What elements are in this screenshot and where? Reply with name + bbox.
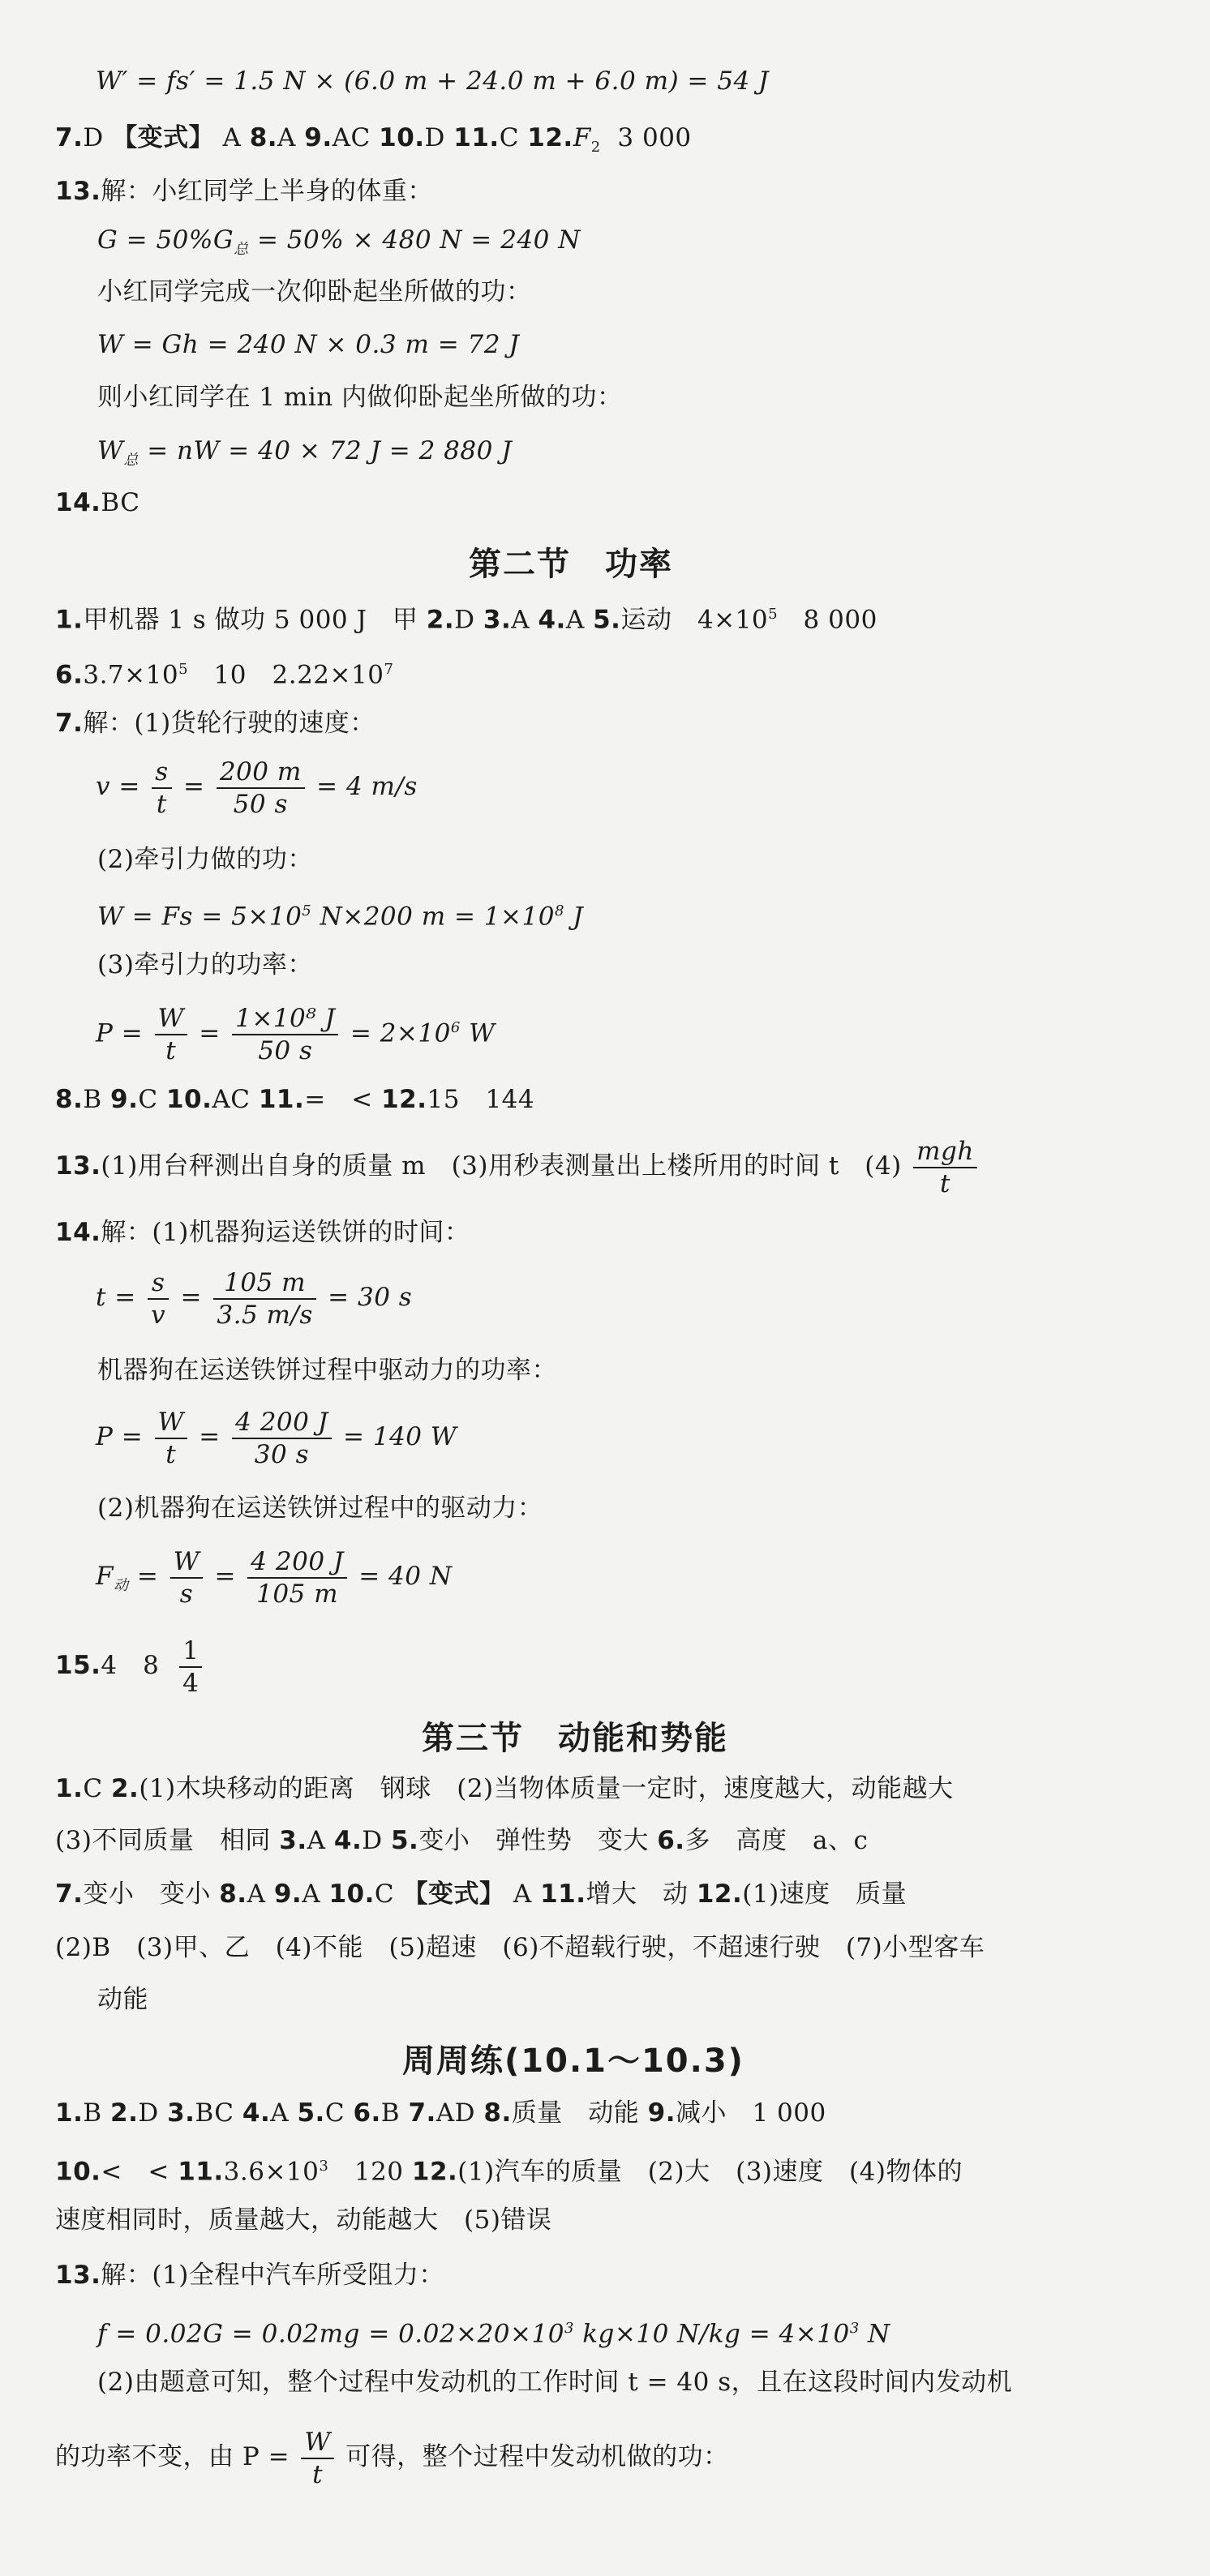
q-number: 8. (483, 2098, 512, 2128)
answer: B (380, 2098, 401, 2128)
fraction (152, 757, 171, 820)
numerator: 4 200 J (232, 1407, 332, 1439)
q-number: 13. (55, 177, 101, 206)
q-number: 9. (110, 1085, 139, 1114)
answer-text: 可得，整个过程中发动机做的功： (345, 2442, 729, 2471)
q-number: 11. (258, 1085, 305, 1114)
answer-line-s3-5: 动能 (97, 1985, 148, 2014)
fraction (247, 1546, 347, 1609)
answer-line-formula: W = Gh = 240 N × 0.3 m = 72 J (97, 330, 520, 359)
answer-text: 解：小红同学上半身的体重： (101, 177, 433, 206)
superscript: 3 (564, 2320, 574, 2337)
denominator: 3.5 m/s (217, 1300, 313, 1330)
denominator: t (939, 1168, 950, 1198)
answer: AC (332, 123, 371, 152)
variant-tag: 【变式】 (112, 123, 215, 152)
superscript: 7 (384, 661, 394, 678)
answer-line-s3-1 (55, 1772, 954, 1805)
answer: AC (212, 1085, 251, 1114)
answer-text: 解：(1)机器狗运送铁饼的时间： (101, 1218, 470, 1247)
answer: B (83, 2098, 102, 2128)
numerator: W (301, 2427, 333, 2459)
q-number: 10. (379, 123, 425, 152)
answer: (1)木块移动的距离 钢球 (2)当物体质量一定时，速度越大，动能越大 (139, 1774, 954, 1803)
answer-line-s3-4: (2)B (3)甲、乙 (4)不能 (5)超速 (6)不超载行驶，不超速行驶 (7)小型客车 (55, 1933, 985, 1962)
answer-line-s2-6 (55, 654, 393, 691)
numerator: mgh (913, 1136, 977, 1168)
numerator: s (148, 1267, 169, 1300)
q-number: 12. (381, 1085, 427, 1114)
denominator: t (156, 789, 167, 819)
q-number: 8. (249, 123, 278, 152)
formula: F (96, 1562, 114, 1591)
answer-line-s2-13 (55, 1134, 980, 1199)
answer: D (138, 2098, 159, 2128)
answer: A (307, 1826, 326, 1855)
q-number: 11. (540, 1879, 586, 1909)
formula: = nW = 40 × 72 J = 2 880 J (138, 436, 513, 465)
q-number: 10. (328, 1879, 375, 1909)
q-number: 13. (55, 2261, 101, 2290)
answer: A (511, 605, 530, 635)
formula: v = (96, 772, 140, 801)
answer-line-7-12 (55, 122, 692, 164)
answer: (1)速度 质量 (742, 1879, 908, 1909)
fraction (213, 1267, 315, 1331)
q-number: 5. (390, 1826, 419, 1855)
answer-line-s2-14 (55, 1216, 470, 1249)
answer: D (83, 123, 104, 152)
answer: 变小 弹性势 变大 (418, 1826, 649, 1855)
formula-friction (97, 2312, 890, 2350)
answer: 甲机器 1 s 做功 5 000 J 甲 (83, 605, 418, 635)
answer: C (324, 2098, 345, 2128)
answer: 3.6×10 (223, 2157, 320, 2187)
answer-line-s2-8 (55, 1083, 534, 1116)
q-number: 7. (55, 1879, 84, 1909)
q-number: 14. (55, 488, 101, 517)
answer-text: 解：(1)全程中汽车所受阻力： (101, 2261, 444, 2290)
q-number: 3. (279, 1826, 307, 1855)
formula: = (199, 1422, 221, 1451)
denominator: 50 s (233, 789, 288, 819)
q-number: 14. (55, 1218, 101, 1247)
answer-line-s3-2 (55, 1824, 868, 1857)
numerator: 1×10⁸ J (232, 1003, 338, 1035)
answer: C (83, 1774, 103, 1803)
answer-line-weight (97, 224, 581, 266)
formula: N×200 m = 1×10 (311, 902, 555, 932)
superscript: 6 (450, 1019, 461, 1036)
numerator: 105 m (213, 1267, 315, 1300)
subscript: 总 (234, 241, 249, 259)
answer: AD (436, 2098, 476, 2128)
fraction (217, 757, 305, 820)
answer-line-text: (2)牵引力做的功： (97, 845, 313, 874)
variant-tag: 【变式】 (402, 1879, 505, 1909)
formula: = 50% × 480 N = 240 N (248, 225, 581, 255)
numerator: 4 200 J (247, 1546, 347, 1579)
formula: G = 50%G (97, 225, 234, 255)
answer-line-s4-4 (55, 2259, 444, 2291)
denominator: t (165, 1439, 177, 1469)
q-number: 3. (483, 605, 512, 635)
answer: 减小 1 000 (675, 2098, 826, 2128)
answer: 运动 4×10 (620, 605, 769, 635)
formula: f = 0.02G = 0.02mg = 0.02×20×10 (97, 2319, 564, 2349)
q-number: 11. (178, 2157, 224, 2187)
q-number: 2. (426, 605, 455, 635)
fraction (232, 1003, 338, 1066)
answer: A (565, 605, 585, 635)
fraction (301, 2427, 333, 2490)
answer: D (362, 1826, 383, 1855)
answer: C (138, 1085, 158, 1114)
answer: = < (304, 1085, 373, 1114)
superscript: 3 (849, 2320, 860, 2337)
fraction (170, 1546, 203, 1609)
q-number: 6. (55, 660, 84, 690)
answer: 4 8 (101, 1651, 160, 1680)
numerator: s (152, 757, 171, 789)
formula-velocity (96, 754, 418, 820)
section-title: 第三节 动能和势能 (422, 1720, 728, 1757)
formula: = 40 N (358, 1562, 453, 1591)
q-number: 4. (242, 2098, 271, 2128)
formula: = (182, 772, 205, 801)
q-number: 6. (353, 2098, 381, 2128)
denominator: t (312, 2459, 324, 2489)
denominator: s (179, 1579, 194, 1609)
denominator: 105 m (256, 1579, 339, 1609)
answer: 质量 动能 (511, 2098, 640, 2128)
denominator: 50 s (258, 1035, 313, 1065)
q-number: 10. (165, 1085, 212, 1114)
q-number: 2. (110, 1774, 139, 1803)
formula: = 30 s (328, 1283, 413, 1312)
q-number: 7. (55, 709, 84, 738)
q-number: 8. (219, 1879, 247, 1909)
q-number: 1. (55, 1774, 84, 1803)
answer-line-s4-2 (55, 2150, 963, 2188)
formula: t = (96, 1283, 136, 1312)
subscript: 总 (123, 452, 139, 469)
formula-time (96, 1265, 412, 1331)
answer-line-s4-3: 速度相同时，质量越大，动能越大 (5)错误 (55, 2205, 552, 2235)
q-number: 15. (55, 1651, 101, 1680)
denominator: 30 s (254, 1439, 309, 1469)
answer: A (513, 1879, 532, 1909)
answer-line-text: 小红同学完成一次仰卧起坐所做的功： (97, 277, 532, 306)
answer: 多 高度 a、c (684, 1826, 869, 1855)
numerator: W (155, 1003, 187, 1035)
answer-line-text: (3)牵引力的功率： (97, 950, 313, 979)
q-number: 10. (55, 2157, 101, 2187)
q-number: 7. (408, 2098, 436, 2128)
answer: A (277, 123, 296, 152)
fraction (913, 1136, 977, 1199)
q-number: 5. (593, 605, 621, 635)
q-number: 3. (167, 2098, 195, 2128)
formula: = 4 m/s (316, 772, 418, 801)
superscript: 5 (178, 661, 189, 678)
answer-line-text: 机器狗在运送铁饼过程中驱动力的功率： (97, 1356, 557, 1385)
subscript: 2 (590, 139, 601, 156)
answer: (3)不同质量 相同 (55, 1826, 271, 1855)
section-title: 周周练(10.1～10.3) (402, 2042, 744, 2080)
answer-line-s3-3 (55, 1878, 907, 1910)
answer: 8 000 (778, 605, 877, 635)
formula: W (460, 1018, 496, 1048)
formula-work (97, 895, 583, 932)
answer: 120 (328, 2157, 404, 2187)
q-number: 4. (538, 605, 566, 635)
q-number: 8. (55, 1085, 84, 1114)
numerator: 1 (179, 1635, 202, 1668)
fraction (232, 1407, 332, 1470)
q-number: 9. (273, 1879, 302, 1909)
formula: W (97, 436, 124, 465)
formula: W = Fs = 5×10 (97, 902, 302, 932)
answer: 3.7×10 (83, 660, 179, 690)
answer-line-s4-7 (55, 2424, 729, 2490)
answer: 3 000 (617, 123, 692, 152)
subscript: 动 (114, 1577, 129, 1595)
q-number: 9. (304, 123, 333, 152)
formula: N (859, 2319, 890, 2349)
q-number: 12. (696, 1879, 743, 1909)
answer-line-text: (2)由题意可知，整个过程中发动机的工作时间 t = 40 s，且在这段时间内发动机 (97, 2368, 1013, 2397)
superscript: 5 (768, 606, 779, 623)
answer-line-work: W′ = fs′ = 1.5 N × (6.0 m + 24.0 m + 6.0 m) = 54 J (96, 66, 769, 96)
answer: 15 144 (427, 1085, 535, 1114)
q-number: 2. (110, 2098, 139, 2128)
q-number: 4. (333, 1826, 363, 1855)
q-number: 1. (55, 2098, 84, 2128)
answer: BC (101, 488, 140, 517)
answer: D (424, 123, 445, 152)
answer: 变小 变小 (83, 1879, 211, 1909)
formula: P = (96, 1422, 144, 1451)
formula-dog-power (96, 1404, 457, 1470)
answer-line-text: (2)机器狗在运送铁饼过程中的驱动力： (97, 1494, 543, 1523)
formula: = (128, 1562, 159, 1591)
superscript: 3 (319, 2158, 329, 2175)
formula: = (214, 1562, 236, 1591)
answer: D (454, 605, 475, 635)
answer-line-s2-1 (55, 598, 877, 636)
answer-text: 解：(1)货轮行驶的速度： (83, 709, 375, 738)
denominator: v (151, 1300, 166, 1330)
answer: F (573, 123, 591, 152)
answer: A (302, 1879, 321, 1909)
answer: BC (195, 2098, 234, 2128)
answer: C (499, 123, 519, 152)
answer: A (270, 2098, 290, 2128)
answer-line-s2-7 (55, 707, 375, 739)
formula: J (564, 902, 584, 932)
answer-text: 的功率不变，由 P = (55, 2442, 290, 2471)
answer: B (83, 1085, 102, 1114)
answer: 增大 动 (586, 1879, 689, 1909)
answer: A (222, 123, 242, 152)
superscript: 8 (554, 902, 564, 919)
superscript: 5 (302, 902, 312, 919)
answer: (1)汽车的质量 (2)大 (3)速度 (4)物体的 (457, 2157, 963, 2187)
q-number: 12. (411, 2157, 458, 2187)
fraction (155, 1003, 187, 1066)
q-number: 11. (453, 123, 500, 152)
denominator: 4 (182, 1668, 200, 1698)
formula: = 2×10 (350, 1018, 451, 1048)
fraction (148, 1267, 169, 1331)
denominator: t (165, 1035, 177, 1065)
answer: C (374, 1879, 395, 1909)
formula: = (180, 1283, 203, 1312)
formula-power (96, 996, 496, 1066)
answer: 10 2.22×10 (188, 660, 384, 690)
q-number: 7. (55, 123, 84, 152)
numerator: W (170, 1546, 203, 1579)
q-number: 5. (297, 2098, 325, 2128)
section-title: 第二节 功率 (469, 546, 673, 583)
q-number: 13. (55, 1151, 101, 1181)
q-number: 1. (55, 605, 84, 635)
answer: (1)用台秤测出自身的质量 m (3)用秒表测量出上楼所用的时间 t (4) (101, 1151, 902, 1181)
answer-line-formula (97, 435, 512, 477)
answer: A (247, 1879, 266, 1909)
numerator: W (155, 1407, 187, 1439)
formula: = 140 W (343, 1422, 457, 1451)
answer: < < (101, 2157, 169, 2187)
formula: kg×10 N/kg = 4×10 (573, 2319, 850, 2349)
answer-line-s2-15 (55, 1633, 205, 1699)
answer-line-text: 则小红同学在 1 min 内做仰卧起坐所做的功： (97, 383, 623, 412)
q-number: 6. (657, 1826, 685, 1855)
q-number: 9. (647, 2098, 676, 2128)
answer-line-14 (55, 486, 140, 519)
answer-line-s4-1 (55, 2097, 826, 2129)
fraction (155, 1407, 187, 1470)
formula: P = (96, 1018, 144, 1048)
formula-force (96, 1544, 452, 1618)
fraction (179, 1635, 202, 1699)
formula: = (199, 1018, 221, 1048)
answer-line-13 (55, 175, 433, 208)
q-number: 12. (527, 123, 573, 152)
numerator: 200 m (217, 757, 305, 789)
